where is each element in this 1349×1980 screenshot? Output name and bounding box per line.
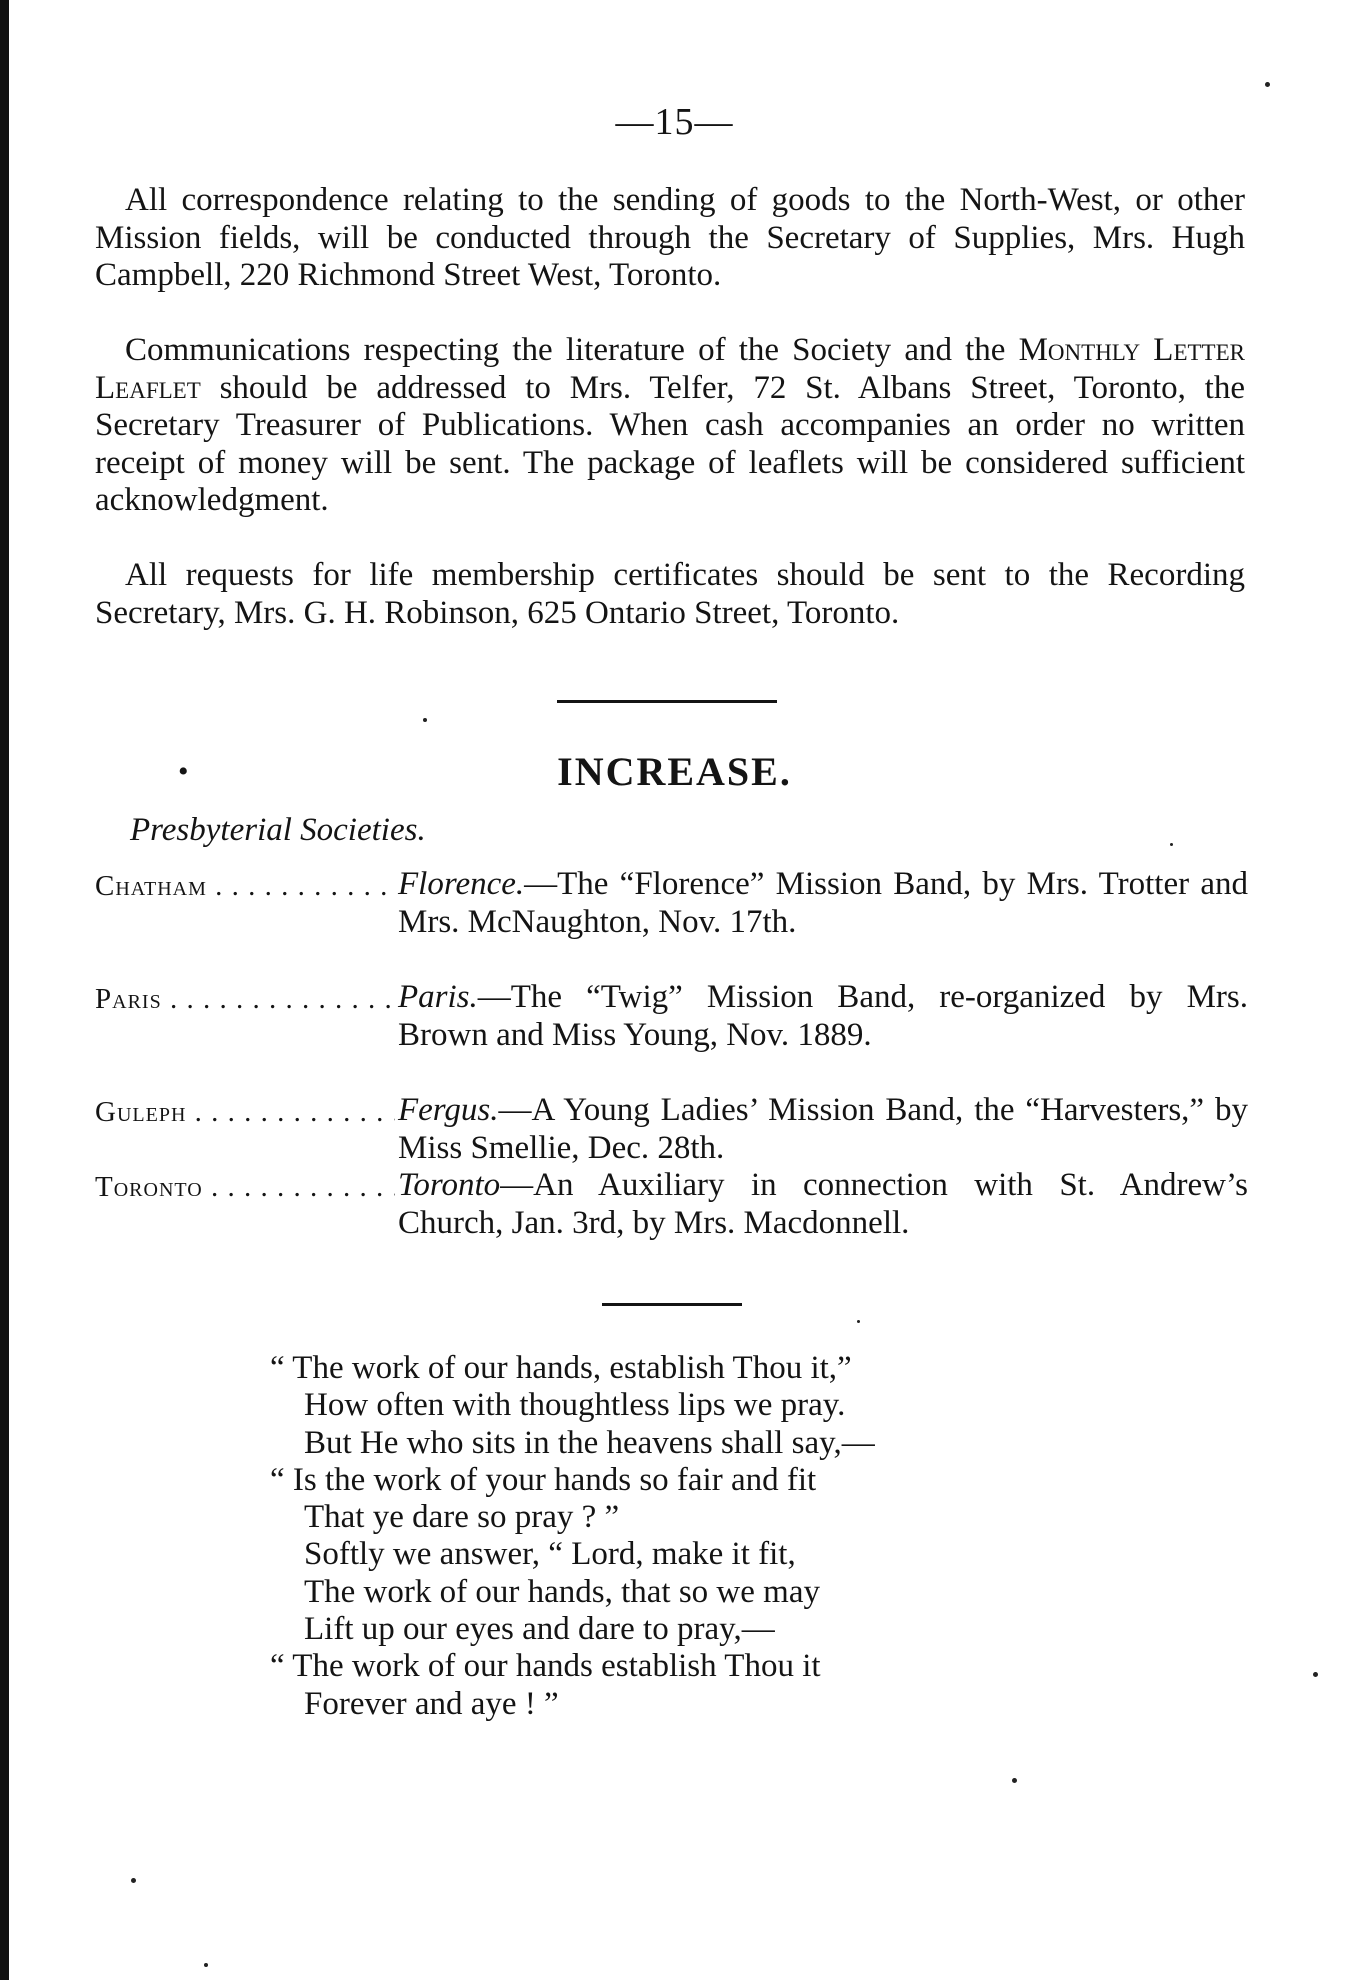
paragraph-life-membership [95, 557, 1245, 632]
poem-line: But He who sits in the heavens shall say,— [304, 1424, 875, 1461]
scan-speck [1170, 843, 1173, 846]
poem-line: How often with thoughtless lips we pray. [304, 1387, 846, 1424]
entry-presbytery-chatham: Chatham . . . [95, 870, 395, 903]
page-number: —15— [615, 101, 734, 143]
entry-description: —The “Twig” Mission Band, re-organized by Mrs. Brown and Miss Young, Nov. 1889. [398, 979, 1248, 1053]
poem-divider [602, 1303, 742, 1306]
entry-description: —The “Florence” Mission Band, by Mrs. Trotter and Mrs. McNaughton, Nov. 17th. [398, 866, 1248, 940]
poem-line: Softly we answer, “ Lord, make it fit, [304, 1536, 796, 1573]
scan-speck [1313, 1672, 1318, 1677]
scan-speck [423, 718, 427, 722]
entry-paris [398, 979, 1248, 1054]
entry-description: —An Auxiliary in connection with St. Andrew’s Church, Jan. 3rd, by Mrs. Macdonnell. [398, 1167, 1248, 1241]
entry-guleph [398, 1092, 1248, 1167]
scan-speck [204, 1963, 208, 1967]
scan-speck [1012, 1778, 1017, 1783]
paragraph-correspondence [95, 182, 1245, 295]
entry-society-name: Paris. [398, 979, 478, 1015]
entry-society-name: Toronto [398, 1167, 501, 1203]
poem-line: “ Is the work of your hands so fair and fit [270, 1461, 817, 1498]
paragraph-life-membership-text: All requests for life membership certificates should be sent to the Recording Secretary, Mrs. G. H. Robinson, 625 Ontario Street, Toronto. [95, 557, 1245, 631]
scan-speck [131, 1878, 136, 1883]
entry-society-name: Florence. [398, 866, 525, 902]
paragraph-communications [95, 332, 1245, 520]
poem-line: Forever and aye ! ” [304, 1685, 559, 1722]
binding-edge [0, 0, 9, 1980]
subheading: Presbyterial Societies. [130, 812, 426, 848]
paragraph-correspondence-text: All correspondence relating to the sending of goods to the North-West, or other Mission fields, will be conducted through the Secretary of Supplies, Mrs. Hugh Campbell, 220 Richmond Street West, Toronto. [95, 182, 1245, 293]
scan-speck [1265, 82, 1270, 87]
paragraph-communications-after: should be addressed to Mrs. Telfer, 72 St. Albans Street, Toronto, the Secretary Treasurer of Publications. When cash accompanies an order no written receipt of money will be sent. The package of leaflets will be considered sufficient acknowledgment. [95, 369, 1245, 518]
entry-presbytery-toronto: Toronto . . . [95, 1171, 395, 1204]
poem-line: “ The work of our hands establish Thou it [270, 1648, 821, 1685]
paragraph-communications-before: Communications respecting the literature of the Society and the [125, 332, 1019, 368]
entry-toronto [398, 1167, 1248, 1242]
bullet-mark: • [178, 755, 189, 788]
entry-chatham [398, 866, 1248, 941]
poem-line: That ye dare so pray ? ” [304, 1499, 620, 1536]
section-heading: INCREASE. [557, 749, 792, 794]
poem-line: The work of our hands, that so we may [304, 1573, 820, 1610]
monthly-letter-leaflet-title: Monthly Letter Leaflet [95, 332, 1245, 406]
entry-presbytery-paris: Paris . . . [95, 983, 395, 1016]
entry-description: —A Young Ladies’ Mission Band, the “Harvesters,” by Miss Smellie, Dec. 28th. [398, 1092, 1248, 1166]
poem [270, 1350, 875, 1723]
entry-society-name: Fergus. [398, 1092, 499, 1128]
section-divider [557, 700, 777, 703]
scan-speck [857, 1320, 860, 1323]
poem-line: “ The work of our hands, establish Thou it,” [270, 1350, 852, 1386]
entry-presbytery-guleph: Guleph . . . [95, 1096, 395, 1129]
poem-line: Lift up our eyes and dare to pray,— [304, 1611, 775, 1648]
